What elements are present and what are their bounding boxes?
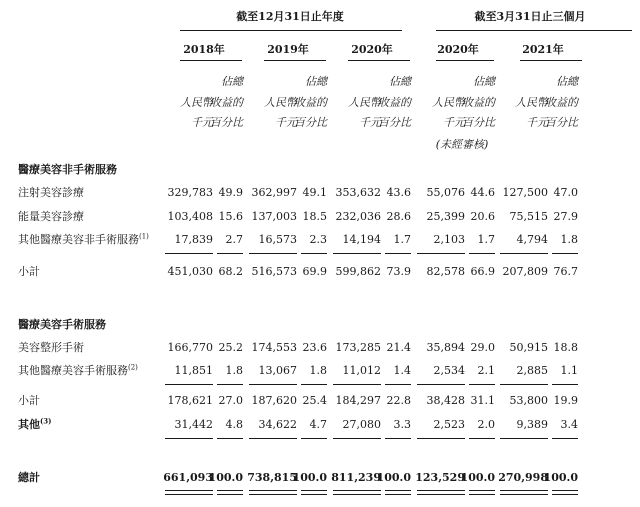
- row-label: 其他醫療美容非手術服務: [18, 233, 139, 246]
- amount-cell: 599,862: [335, 265, 381, 278]
- subtotal-underline: [333, 253, 381, 254]
- rmb-header-line2: 千元: [359, 116, 381, 129]
- subtotal-underline: [301, 438, 327, 439]
- double-underline: [552, 490, 578, 495]
- amount-cell: 27,080: [342, 418, 381, 431]
- percent-cell: 76.7: [553, 265, 578, 278]
- pct-header-line3: 百分比: [378, 116, 411, 129]
- period-underline-quarter: [436, 30, 632, 31]
- double-underline: [417, 490, 465, 495]
- amount-cell: 738,815: [247, 471, 297, 484]
- percent-cell: 100.0: [292, 471, 327, 484]
- amount-cell: 137,003: [251, 210, 297, 223]
- percent-cell: 100.0: [208, 471, 243, 484]
- percent-cell: 1.7: [393, 233, 411, 246]
- amount-cell: 9,389: [516, 418, 548, 431]
- subtotal-underline: [217, 438, 243, 439]
- period-header-annual: 截至12月31日止年度: [236, 10, 344, 23]
- amount-cell: 184,297: [335, 394, 381, 407]
- amount-cell: 174,553: [251, 341, 297, 354]
- double-underline: [385, 490, 411, 495]
- percent-cell: 49.1: [302, 186, 327, 199]
- rmb-header-line1: 人民幣: [348, 96, 381, 109]
- subtotal-underline: [301, 384, 327, 385]
- pct-header-line2: 收益的: [462, 96, 495, 109]
- year-header-2021-q1: 2021年: [522, 43, 564, 56]
- percent-cell: 18.5: [302, 210, 327, 223]
- subtotal-underline: [417, 384, 465, 385]
- amount-cell: 103,408: [167, 210, 213, 223]
- pct-header-line2: 收益的: [378, 96, 411, 109]
- footnote-marker: (2): [128, 363, 138, 372]
- percent-cell: 27.9: [553, 210, 578, 223]
- amount-cell: 13,067: [258, 364, 297, 377]
- percent-cell: 18.8: [553, 341, 578, 354]
- percent-cell: 1.7: [477, 233, 495, 246]
- amount-cell: 35,894: [426, 341, 465, 354]
- pct-header-line1: 佔總: [556, 75, 578, 88]
- section-title: 醫療美容非手術服務: [18, 163, 117, 176]
- subtotal-underline: [500, 253, 548, 254]
- double-underline: [217, 490, 243, 495]
- subtotal-underline: [500, 384, 548, 385]
- rmb-header-line2: 千元: [526, 116, 548, 129]
- year-header-2020-q1: 2020年: [437, 43, 479, 56]
- percent-cell: 4.8: [225, 418, 243, 431]
- subtotal-underline: [469, 438, 495, 439]
- amount-cell: 166,770: [167, 341, 213, 354]
- unaudited-note: (未經審核): [435, 138, 489, 151]
- percent-cell: 29.0: [470, 341, 495, 354]
- percent-cell: 25.4: [302, 394, 327, 407]
- pct-header-line2: 收益的: [210, 96, 243, 109]
- pct-header-line3: 百分比: [210, 116, 243, 129]
- amount-cell: 187,620: [251, 394, 297, 407]
- amount-cell: 11,851: [174, 364, 213, 377]
- percent-cell: 66.9: [470, 265, 495, 278]
- subtotal-underline: [217, 384, 243, 385]
- rmb-header-line2: 千元: [443, 116, 465, 129]
- amount-cell: 55,076: [426, 186, 465, 199]
- subtotal-underline: [385, 384, 411, 385]
- amount-cell: 75,515: [509, 210, 548, 223]
- amount-cell: 2,523: [433, 418, 465, 431]
- footnote-marker: (1): [139, 232, 149, 241]
- percent-cell: 2.1: [477, 364, 495, 377]
- amount-cell: 270,998: [498, 471, 548, 484]
- percent-cell: 1.8: [560, 233, 578, 246]
- row-label: 總計: [18, 471, 40, 484]
- pct-header-line1: 佔總: [389, 75, 411, 88]
- pct-header-line2: 收益的: [545, 96, 578, 109]
- amount-cell: 232,036: [335, 210, 381, 223]
- year-underline: [348, 60, 410, 61]
- amount-cell: 82,578: [426, 265, 465, 278]
- row-label: 能量美容診療: [18, 210, 84, 223]
- subtotal-underline: [469, 253, 495, 254]
- subtotal-underline: [417, 253, 465, 254]
- amount-cell: 31,442: [174, 418, 213, 431]
- footnote-marker: (3): [40, 416, 52, 426]
- percent-cell: 20.6: [470, 210, 495, 223]
- subtotal-underline: [417, 438, 465, 439]
- subtotal-underline: [552, 384, 578, 385]
- double-underline: [165, 490, 213, 495]
- subtotal-underline: [500, 438, 548, 439]
- pct-header-line3: 百分比: [294, 116, 327, 129]
- percent-cell: 47.0: [553, 186, 578, 199]
- year-header-2018: 2018年: [183, 43, 225, 56]
- subtotal-underline: [165, 253, 213, 254]
- amount-cell: 811,239: [331, 471, 381, 484]
- subtotal-underline: [469, 384, 495, 385]
- percent-cell: 3.4: [560, 418, 578, 431]
- amount-cell: 2,103: [433, 233, 465, 246]
- amount-cell: 661,093: [163, 471, 213, 484]
- amount-cell: 17,839: [174, 233, 213, 246]
- amount-cell: 50,915: [509, 341, 548, 354]
- subtotal-underline: [385, 438, 411, 439]
- percent-cell: 15.6: [218, 210, 243, 223]
- row-label: 美容整形手術: [18, 341, 84, 354]
- rmb-header-line2: 千元: [275, 116, 297, 129]
- amount-cell: 2,885: [516, 364, 548, 377]
- percent-cell: 31.1: [470, 394, 495, 407]
- double-underline: [301, 490, 327, 495]
- percent-cell: 25.2: [218, 341, 243, 354]
- percent-cell: 69.9: [302, 265, 327, 278]
- percent-cell: 1.8: [309, 364, 327, 377]
- percent-cell: 43.6: [386, 186, 411, 199]
- amount-cell: 14,194: [342, 233, 381, 246]
- amount-cell: 53,800: [509, 394, 548, 407]
- amount-cell: 16,573: [258, 233, 297, 246]
- percent-cell: 49.9: [218, 186, 243, 199]
- subtotal-underline: [249, 384, 297, 385]
- subtotal-underline: [552, 253, 578, 254]
- amount-cell: 329,783: [167, 186, 213, 199]
- percent-cell: 2.7: [225, 233, 243, 246]
- amount-cell: 451,030: [167, 265, 213, 278]
- rmb-header-line1: 人民幣: [180, 96, 213, 109]
- year-underline: [520, 60, 582, 61]
- pct-header-line1: 佔總: [305, 75, 327, 88]
- percent-cell: 44.6: [470, 186, 495, 199]
- pct-header-line1: 佔總: [221, 75, 243, 88]
- amount-cell: 353,632: [335, 186, 381, 199]
- amount-cell: 34,622: [258, 418, 297, 431]
- amount-cell: 178,621: [167, 394, 213, 407]
- subtotal-underline: [301, 253, 327, 254]
- amount-cell: 25,399: [426, 210, 465, 223]
- row-label: 注射美容診療: [18, 186, 84, 199]
- double-underline: [469, 490, 495, 495]
- double-underline: [333, 490, 381, 495]
- percent-cell: 100.0: [460, 471, 495, 484]
- amount-cell: 38,428: [426, 394, 465, 407]
- period-underline-annual: [180, 30, 402, 31]
- rmb-header-line1: 人民幣: [515, 96, 548, 109]
- subtotal-underline: [385, 253, 411, 254]
- amount-cell: 2,534: [433, 364, 465, 377]
- rmb-header-line1: 人民幣: [432, 96, 465, 109]
- rmb-header-line2: 千元: [191, 116, 213, 129]
- amount-cell: 362,997: [251, 186, 297, 199]
- percent-cell: 2.3: [309, 233, 327, 246]
- double-underline: [500, 490, 548, 495]
- amount-cell: 127,500: [502, 186, 548, 199]
- percent-cell: 73.9: [386, 265, 411, 278]
- percent-cell: 4.7: [309, 418, 327, 431]
- percent-cell: 19.9: [553, 394, 578, 407]
- year-header-2020: 2020年: [351, 43, 393, 56]
- percent-cell: 22.8: [386, 394, 411, 407]
- rmb-header-line1: 人民幣: [264, 96, 297, 109]
- row-label: 其他醫療美容手術服務: [18, 364, 128, 377]
- percent-cell: 1.4: [393, 364, 411, 377]
- subtotal-underline: [165, 384, 213, 385]
- percent-cell: 21.4: [386, 341, 411, 354]
- percent-cell: 2.0: [477, 418, 495, 431]
- pct-header-line3: 百分比: [545, 116, 578, 129]
- percent-cell: 1.1: [560, 364, 578, 377]
- subtotal-underline: [249, 253, 297, 254]
- percent-cell: 28.6: [386, 210, 411, 223]
- year-underline: [180, 60, 242, 61]
- subtotal-underline: [333, 384, 381, 385]
- subtotal-underline: [217, 253, 243, 254]
- row-label: 小計: [18, 394, 40, 407]
- percent-cell: 68.2: [218, 265, 243, 278]
- pct-header-line3: 百分比: [462, 116, 495, 129]
- percent-cell: 27.0: [218, 394, 243, 407]
- subtotal-underline: [333, 438, 381, 439]
- double-underline: [249, 490, 297, 495]
- row-label: 其他: [18, 418, 40, 431]
- pct-header-line1: 佔總: [473, 75, 495, 88]
- amount-cell: 207,809: [502, 265, 548, 278]
- amount-cell: 516,573: [251, 265, 297, 278]
- amount-cell: 11,012: [342, 364, 381, 377]
- percent-cell: 23.6: [302, 341, 327, 354]
- amount-cell: 4,794: [516, 233, 548, 246]
- subtotal-underline: [165, 438, 213, 439]
- year-underline: [264, 60, 326, 61]
- percent-cell: 3.3: [393, 418, 411, 431]
- percent-cell: 100.0: [543, 471, 578, 484]
- percent-cell: 100.0: [376, 471, 411, 484]
- percent-cell: 1.8: [225, 364, 243, 377]
- period-header-quarter: 截至3月31日止三個月: [474, 10, 586, 23]
- year-header-2019: 2019年: [267, 43, 309, 56]
- section-title: 醫療美容手術服務: [18, 318, 106, 331]
- amount-cell: 123,529: [415, 471, 465, 484]
- subtotal-underline: [552, 438, 578, 439]
- subtotal-underline: [249, 438, 297, 439]
- year-underline: [436, 60, 494, 61]
- row-label: 小計: [18, 265, 40, 278]
- amount-cell: 173,285: [335, 341, 381, 354]
- pct-header-line2: 收益的: [294, 96, 327, 109]
